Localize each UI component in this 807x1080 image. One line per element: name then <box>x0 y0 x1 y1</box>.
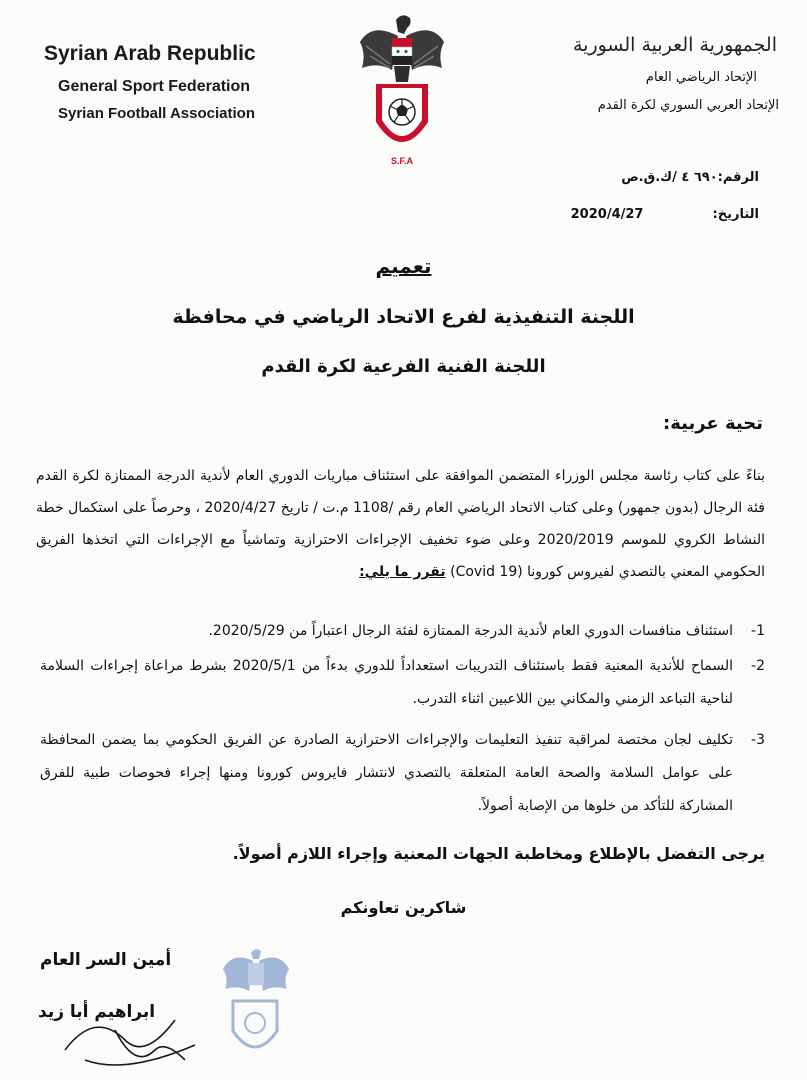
item-text: السماح للأندية المعنية فقط باستئناف التدريبات استعداداً للدوري بدءاً من 2020/5/1 بشرط مراعاة إجراءات السلامة لناحية التباعد الزمني والمكاني بين اللاعبين اثناء التدرب. <box>40 658 733 707</box>
recipient-committee-2: اللجنة الفنية الفرعية لكرة القدم <box>261 356 546 377</box>
item-number: 2- <box>751 658 765 674</box>
list-item <box>40 615 765 648</box>
signatory-title: أمين السر العام <box>40 950 172 970</box>
list-item <box>40 650 765 716</box>
header-arabic-federation: الإتحاد الرياضي العام <box>645 70 757 85</box>
emblem-caption: S.F.A <box>390 156 414 166</box>
reference-label: الرقم: <box>717 170 759 185</box>
header-english-federation: General Sport Federation <box>58 78 251 95</box>
item-text: استئناف منافسات الدوري العام لأندية الدرجة الممتازة لفئة الرجال اعتباراً من 2020/5/29. <box>208 623 733 639</box>
reference-number-row <box>621 170 759 185</box>
intro-text: بناءً على كتاب رئاسة مجلس الوزراء المتضمن الموافقة على استئناف مباريات الدوري العام لأندية الدرجة الممتازة لكرة القدم فئة الرجال (بدون جمهور) وعلى كتاب الاتحاد الرياضي العام رقم /1108 م.ت / تاريخ 2020/4/27 ، وحرصاً على استكمال خطة النشاط الكروي للموسم 2020/2019 وعلى ضوء تخفيف الإجراءات الاحترازية وتماشياً مع الإجراءات التي اتخذها الفريق الحكومي المعني بالتصدي لفيروس كورونا (Covid 19) <box>36 468 766 580</box>
decision-heading: تقرر ما يلي: <box>359 564 446 580</box>
header-english-association: Syrian Football Association <box>58 105 255 122</box>
date-value: 2020/4/27 <box>570 207 644 222</box>
recipient-committee-1: اللجنة التنفيذية لفرع الاتحاد الرياضي في محافظة <box>172 306 635 328</box>
item-number: 1- <box>751 623 765 639</box>
date-label: التاريخ: <box>712 207 759 222</box>
closing-request: يرجى التفضل بالإطلاع ومخاطبة الجهات المعنية وإجراء اللازم أصولاً. <box>232 844 765 863</box>
item-number: 3- <box>751 732 765 748</box>
intro-paragraph <box>36 460 765 588</box>
document-title: تعميم <box>375 254 432 278</box>
list-item <box>40 724 765 823</box>
salutation: تحية عربية: <box>663 413 763 434</box>
thanks-line: شاكرين تعاونكم <box>340 898 467 917</box>
federation-stamp-icon <box>215 945 295 1065</box>
item-text: تكليف لجان مختصة لمراقبة تنفيذ التعليمات والإجراءات الاحترازية الصادرة عن الفريق الحكومي بما يضمن المحافظة على عوامل السلامة والصحة العامة المتعلقة بالتصدي لانتشار فايروس كورونا ومنها إجراء فحوصات طبية للفرق المشاركة للتأكد من خلوها من الإصابة أصولاً. <box>40 732 733 814</box>
header-arabic-association: الإتحاد العربي السوري لكرة القدم <box>597 98 779 113</box>
header-english-country: Syrian Arab Republic <box>44 42 256 65</box>
reference-value: ٦٩٠ ٤ /ك.ق.ص <box>621 170 718 185</box>
date-row <box>571 207 759 222</box>
signatory-name: ابراهيم أبا زيد <box>38 1002 156 1022</box>
federation-emblem-icon <box>352 12 452 170</box>
handwritten-signature-icon <box>55 990 205 1075</box>
header-arabic-country: الجمهورية العربية السورية <box>572 34 777 56</box>
